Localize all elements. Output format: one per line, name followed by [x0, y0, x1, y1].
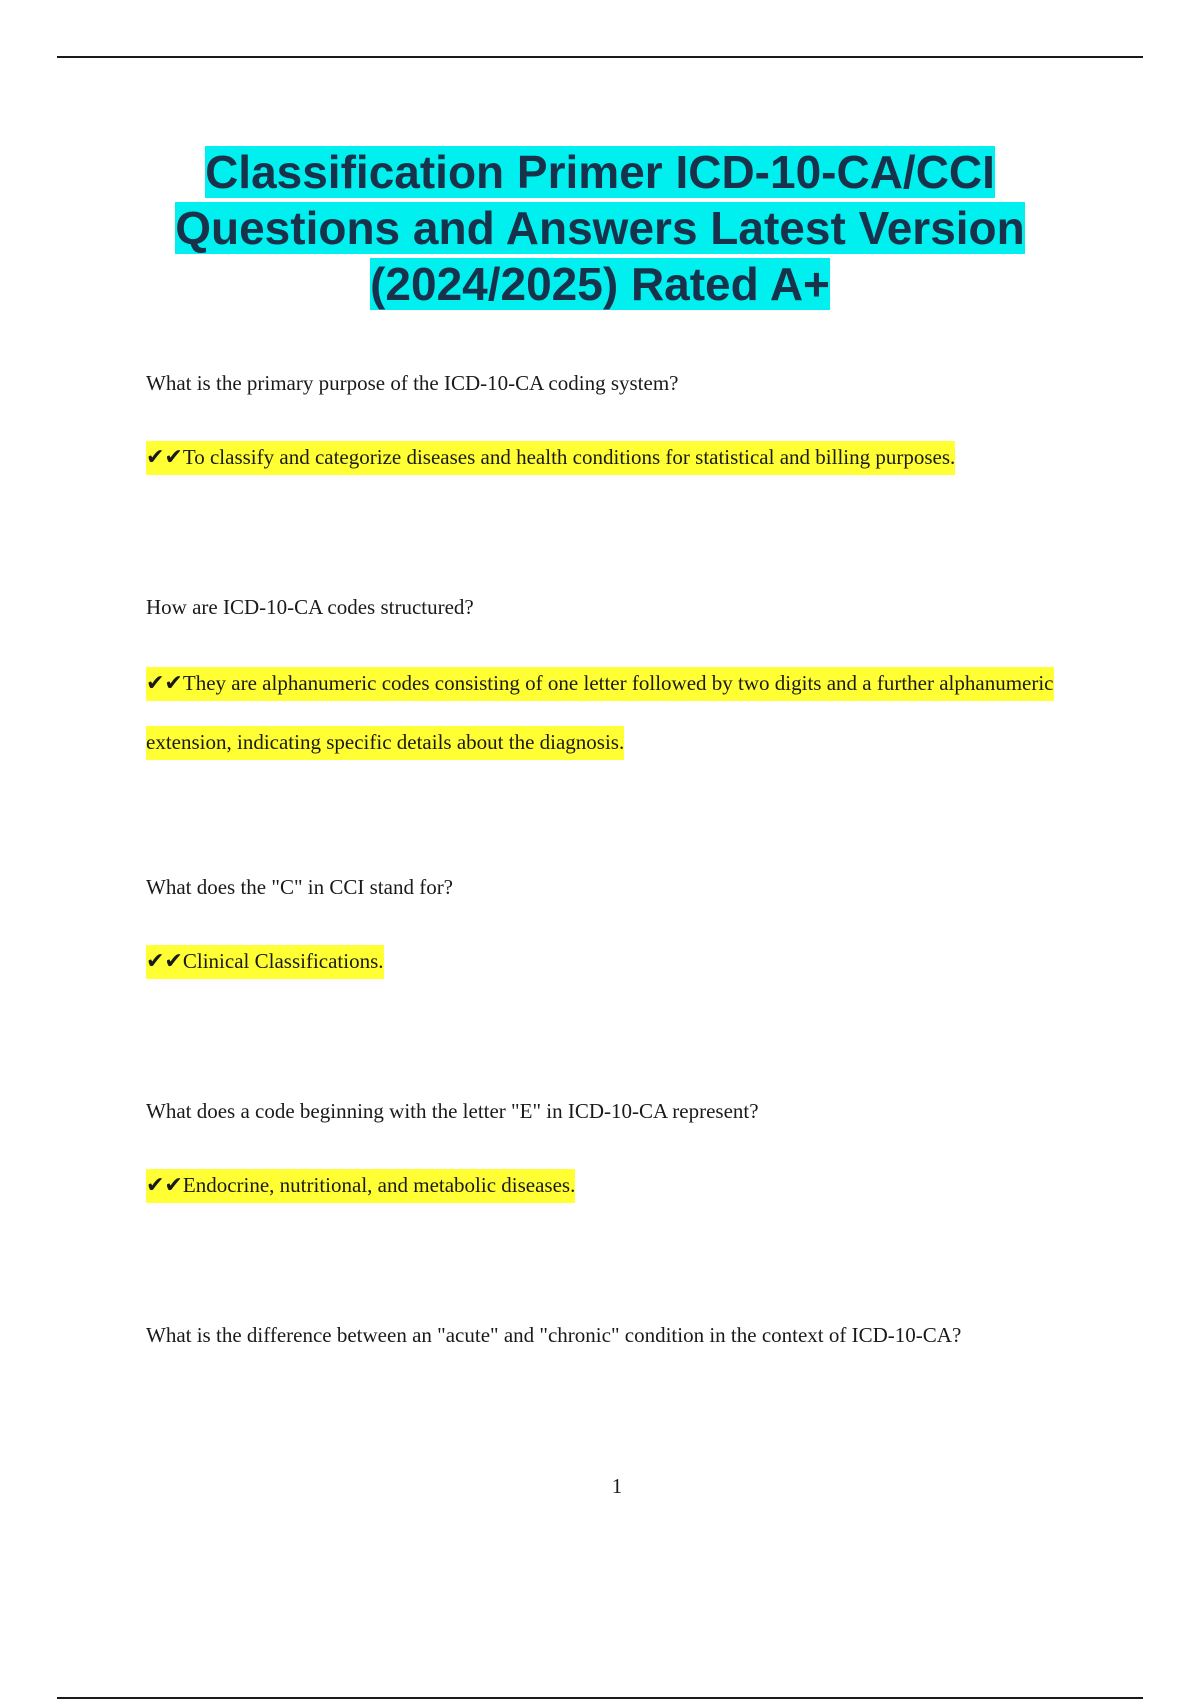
answer-2	[146, 654, 1066, 771]
answer-3	[146, 932, 1146, 991]
check-mark-icon: ✔✔	[146, 445, 183, 470]
question-4: What does a code beginning with the letter "E" in ICD-10-CA represent?	[146, 1099, 759, 1123]
title-line-3: (2024/2025) Rated A+	[370, 258, 830, 310]
question-2: How are ICD-10-CA codes structured?	[146, 595, 474, 619]
page-number: 1	[611, 1474, 623, 1498]
answer-4	[146, 1156, 1146, 1215]
answer-1-highlight	[146, 441, 955, 475]
answer-3-text: Clinical Classifications.	[182, 949, 384, 973]
answer-4-text: Endocrine, nutritional, and metabolic diseases.	[182, 1173, 576, 1197]
answer-2-highlight	[146, 667, 1054, 760]
check-mark-icon: ✔✔	[146, 949, 183, 974]
answer-2-text: They are alphanumeric codes consisting of one letter followed by two digits and a further alphanumeric extension, indicating specific details about the diagnosis.	[146, 671, 1054, 754]
check-mark-icon: ✔✔	[146, 671, 183, 696]
answer-3-highlight	[146, 945, 384, 979]
title-line-1: Classification Primer ICD-10-CA/CCI	[205, 146, 995, 198]
question-5: What is the difference between an "acute" and "chronic" condition in the context of ICD-10-CA?	[146, 1323, 962, 1347]
bottom-rule	[57, 1697, 1143, 1699]
question-3: What does the "C" in CCI stand for?	[146, 875, 454, 899]
check-mark-icon: ✔✔	[146, 1173, 183, 1198]
answer-1-text: To classify and categorize diseases and health conditions for statistical and billing purposes.	[182, 445, 956, 469]
top-rule	[57, 56, 1143, 58]
answer-1	[146, 428, 1146, 487]
document-title	[60, 144, 1140, 312]
title-line-2: Questions and Answers Latest Version	[175, 202, 1025, 254]
answer-4-highlight	[146, 1169, 575, 1203]
question-1: What is the primary purpose of the ICD-10-CA coding system?	[146, 371, 679, 395]
